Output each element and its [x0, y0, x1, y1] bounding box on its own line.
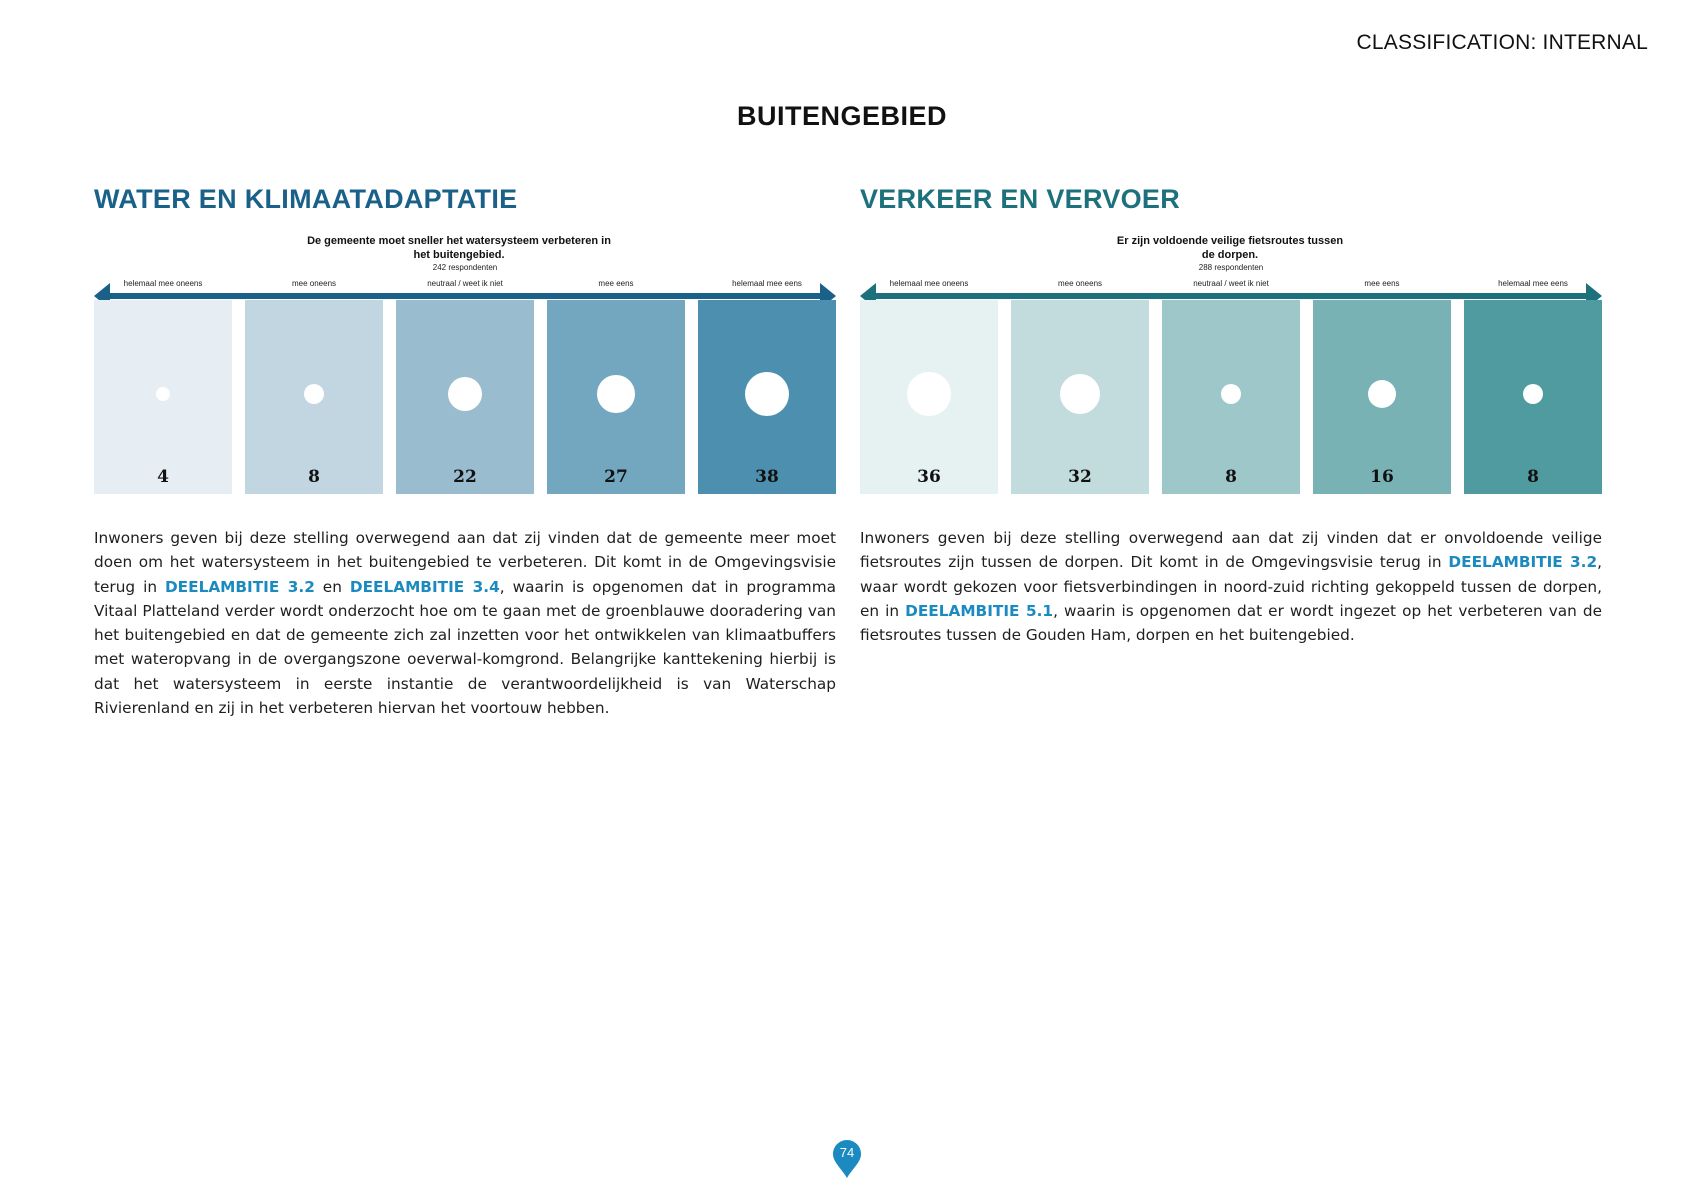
response-box	[698, 300, 836, 494]
question-title: De gemeente moet sneller het watersysteem verbeteren in het buitengebied.	[307, 235, 611, 261]
section-heading: VERKEER EN VERVOER	[860, 184, 1180, 214]
bubble	[448, 377, 482, 411]
section-verkeer	[860, 182, 1602, 647]
bubble	[745, 372, 790, 417]
scale-label: mee eens	[1364, 279, 1400, 288]
response-count: 27	[604, 467, 628, 487]
response-box	[1464, 300, 1602, 494]
scale-label: neutraal / weet ik niet	[427, 279, 503, 288]
bubble	[597, 375, 635, 413]
bubble	[156, 387, 170, 401]
bubble	[1060, 374, 1101, 415]
response-count: 4	[157, 467, 169, 487]
response-count: 36	[917, 467, 941, 487]
bubble	[1523, 384, 1543, 404]
classification-label: CLASSIFICATION: INTERNAL	[1356, 31, 1648, 54]
response-box	[94, 300, 232, 494]
response-count: 8	[1527, 467, 1539, 487]
response-box	[396, 300, 534, 494]
response-count: 8	[1225, 467, 1237, 487]
bubble	[304, 384, 324, 404]
response-count: 8	[308, 467, 320, 487]
response-boxes	[860, 300, 1602, 500]
response-count: 32	[1068, 467, 1092, 487]
deelambitie-link[interactable]: DEELAMBITIE 3.2	[164, 577, 315, 596]
deelambitie-link[interactable]: DEELAMBITIE 3.4	[349, 577, 500, 596]
bubble	[1221, 384, 1241, 404]
respondent-count: 242 respondenten	[432, 263, 498, 272]
deelambitie-link[interactable]: DEELAMBITIE 3.2	[1448, 553, 1598, 572]
response-box	[860, 300, 998, 494]
likert-chart	[94, 234, 836, 500]
respondent-count: 288 respondenten	[1198, 263, 1264, 272]
bubble	[1368, 380, 1397, 409]
response-boxes	[94, 300, 836, 500]
section-water	[94, 182, 836, 720]
response-count: 38	[755, 467, 779, 487]
response-box	[1011, 300, 1149, 494]
body-paragraph: Inwoners geven bij deze stelling overwegend aan dat zij vinden dat er onvoldoende veilige fietsroutes zijn tussen de dorpen. Dit komt in de Omgevingsvisie terug in DEELAMBITIE 3.2, waar wordt gekozen voor fietsverbindingen in noord-zuid richting gekoppeld tussen de dorpen, en in DEELAMBITIE 5.1, waarin is opgenomen dat er wordt ingezet op het verbeteren van de fietsroutes tussen de Gouden Ham, dorpen en het buitengebied.	[860, 529, 1602, 645]
body-paragraph: Inwoners geven bij deze stelling overwegend aan dat zij vinden dat de gemeente meer moet doen om het watersysteem in het buitengebied te verbeteren. Dit komt in de Omgevingsvisie terug in DEELAMBITIE 3.2 en DEELAMBITIE 3.4, waarin is opgenomen dat in programma Vitaal Platteland verder wordt onderzocht hoe om te gaan met de groenblauwe dooradering van het buitengebied en dat de gemeente zich zal inzetten voor het ontwikkelen van klimaatbuffers met wateropvang in de overgangszone oeverwal-komgrond. Belangrijke kanttekening hierbij is dat het watersysteem in eerste instantie de verantwoordelijkheid is van Waterschap Rivierenland en zij in het verbeteren hiervan het voortouw hebben.	[94, 529, 836, 718]
scale-label: mee oneens	[291, 279, 337, 288]
response-box	[1162, 300, 1300, 494]
scale-label: helemaal mee oneens	[889, 279, 969, 288]
response-box	[245, 300, 383, 494]
response-count: 16	[1370, 467, 1394, 487]
deelambitie-link[interactable]: DEELAMBITIE 5.1	[905, 601, 1054, 620]
response-count: 22	[453, 467, 477, 487]
page-number: 74	[839, 1145, 855, 1160]
page-title: BUITENGEBIED	[736, 101, 948, 131]
bubble	[907, 372, 950, 415]
response-box	[1313, 300, 1451, 494]
section-heading: WATER EN KLIMAATADAPTATIE	[94, 184, 518, 214]
question-title: Er zijn voldoende veilige fietsroutes tussen de dorpen.	[1116, 235, 1344, 261]
page-number-badge	[833, 1140, 861, 1178]
scale-label: helemaal mee eens	[732, 279, 802, 288]
scale-label: helemaal mee eens	[1498, 279, 1568, 288]
scale-label: neutraal / weet ik niet	[1193, 279, 1269, 288]
response-box	[547, 300, 685, 494]
scale-label: helemaal mee oneens	[123, 279, 203, 288]
likert-chart	[860, 234, 1602, 500]
scale-label: mee oneens	[1057, 279, 1103, 288]
scale-label: mee eens	[598, 279, 634, 288]
